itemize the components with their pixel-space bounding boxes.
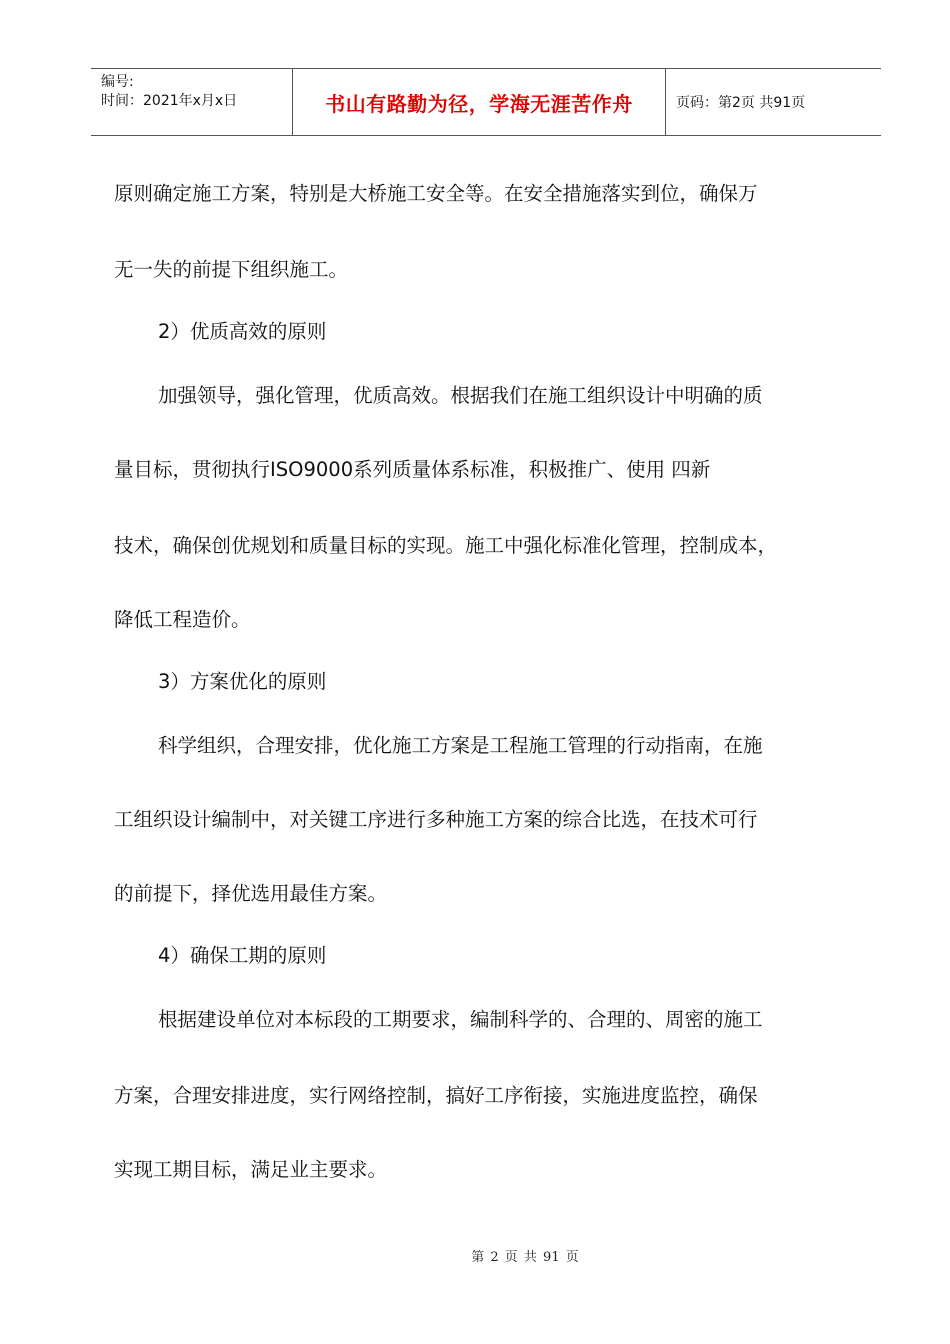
- section-heading: 2）优质高效的原则: [158, 320, 327, 343]
- motto: 书山有路勤为径，学海无涯苦作舟: [325, 91, 633, 116]
- header-table: [91, 68, 881, 136]
- paragraph-line: 实现工期目标，满足业主要求。: [114, 1158, 388, 1181]
- time-label: 时间：2021年x月x日: [101, 93, 238, 109]
- paragraph-line: 技术，确保创优规划和质量目标的实现。施工中强化标准化管理，控制成本，: [114, 534, 778, 557]
- header-page-cell: [666, 69, 881, 135]
- paragraph-line: 工组织设计编制中，对关键工序进行多种施工方案的综合比选，在技术可行: [114, 808, 758, 831]
- header-meta-cell: [91, 69, 293, 135]
- header-motto-cell: [293, 69, 666, 135]
- paragraph-line: 加强领导，强化管理，优质高效。根据我们在施工组织设计中明确的质: [158, 384, 763, 407]
- paragraph-line: 方案，合理安排进度，实行网络控制，搞好工序衔接，实施进度监控，确保: [114, 1084, 758, 1107]
- serial-label: 编号:: [101, 74, 134, 90]
- paragraph-line: 根据建设单位对本标段的工期要求，编制科学的、合理的、周密的施工: [158, 1008, 763, 1031]
- paragraph-line: 的前提下，择优选用最佳方案。: [114, 882, 388, 905]
- section-heading: 3）方案优化的原则: [158, 670, 327, 693]
- paragraph-line: 无一失的前提下组织施工。: [114, 258, 349, 281]
- paragraph-line: 原则确定施工方案，特别是大桥施工安全等。在安全措施落实到位，确保万: [114, 182, 758, 205]
- section-heading: 4）确保工期的原则: [158, 944, 327, 967]
- paragraph-line: 量目标，贯彻执行ISO9000系列质量体系标准，积极推广、使用 四新: [114, 458, 711, 481]
- paragraph-line: 降低工程造价。: [114, 608, 251, 631]
- paragraph-line: 科学组织，合理安排，优化施工方案是工程施工管理的行动指南，在施: [158, 734, 763, 757]
- page-info: 页码：第2页 共91页: [676, 95, 806, 111]
- page-footer: 第 2 页 共 91 页: [471, 1250, 579, 1265]
